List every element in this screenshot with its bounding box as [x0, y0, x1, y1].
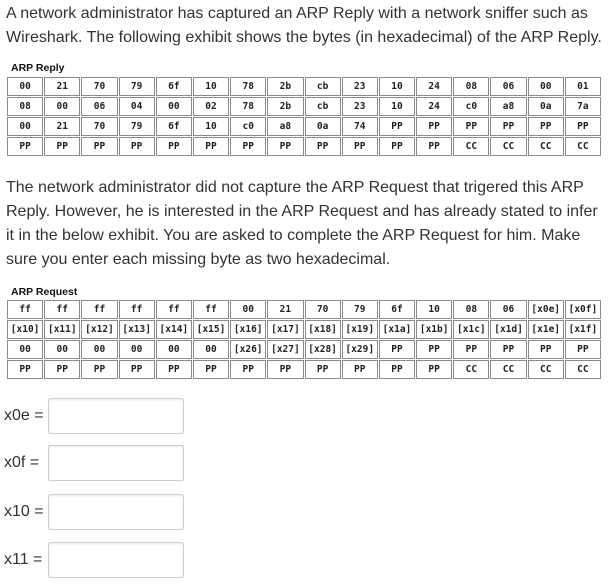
hex-byte-cell: 02 — [193, 97, 229, 116]
hex-byte-cell: CC — [528, 360, 564, 379]
question-middle-text: The network administrator did not capture the ARP Request that trigered this ARP Reply. However, he is interested in the ARP Request and has already stated to infer it in the below exhibit. You are asked to complete the ARP Request for him. Make sure you enter each missing byte as two hexadecimal. — [6, 179, 598, 268]
hex-byte-cell: 21 — [267, 300, 303, 319]
answer-input[interactable] — [48, 542, 184, 578]
hex-byte-cell: [x16] — [230, 320, 266, 339]
hex-byte-cell: ff — [7, 300, 43, 319]
hex-byte-cell: PP — [119, 360, 155, 379]
hex-byte-cell: 74 — [342, 117, 378, 136]
answer-label: x10 = — [4, 503, 44, 520]
hex-row — [7, 360, 601, 379]
hex-byte-cell: PP — [230, 360, 266, 379]
hex-byte-cell: cb — [305, 97, 341, 116]
hex-byte-cell: [x0f] — [565, 300, 601, 319]
hex-byte-cell: 08 — [7, 97, 43, 116]
hex-byte-cell: [x1e] — [528, 320, 564, 339]
hex-row — [7, 97, 601, 116]
hex-byte-cell: 24 — [416, 77, 452, 96]
hex-byte-cell: 01 — [565, 77, 601, 96]
hex-byte-cell: PP — [490, 340, 526, 359]
answer-input[interactable] — [48, 494, 184, 530]
hex-byte-cell: [x17] — [267, 320, 303, 339]
hex-byte-cell: [x26] — [230, 340, 266, 359]
hex-byte-cell: 00 — [7, 77, 43, 96]
hex-byte-cell: 78 — [230, 97, 266, 116]
answer-input[interactable] — [48, 398, 184, 434]
hex-byte-cell: 00 — [44, 340, 80, 359]
hex-byte-cell: PP — [7, 137, 43, 156]
hex-byte-cell: PP — [230, 137, 266, 156]
hex-byte-cell: [x19] — [342, 320, 378, 339]
hex-byte-cell: 10 — [379, 97, 415, 116]
hex-byte-cell: PP — [379, 360, 415, 379]
hex-byte-cell: PP — [416, 360, 452, 379]
hex-byte-cell: ff — [156, 300, 192, 319]
hex-byte-cell: [x1b] — [416, 320, 452, 339]
hex-byte-cell: [x1c] — [453, 320, 489, 339]
hex-byte-cell: 23 — [342, 77, 378, 96]
hex-byte-cell: PP — [267, 137, 303, 156]
hex-byte-cell: PP — [193, 360, 229, 379]
answer-label: x0e = — [4, 407, 44, 424]
hex-byte-cell: 00 — [7, 117, 43, 136]
hex-byte-cell: cb — [305, 77, 341, 96]
hex-byte-cell: PP — [379, 117, 415, 136]
hex-row — [7, 300, 601, 319]
hex-byte-cell: 10 — [193, 117, 229, 136]
hex-byte-cell: PP — [453, 340, 489, 359]
hex-byte-cell: 0a — [528, 97, 564, 116]
hex-byte-cell: 04 — [119, 97, 155, 116]
hex-row — [7, 320, 601, 339]
hex-byte-cell: 00 — [156, 340, 192, 359]
arp-request-title: ARP Request — [11, 286, 78, 298]
hex-byte-cell: 70 — [305, 300, 341, 319]
hex-byte-cell: PP — [416, 137, 452, 156]
hex-byte-cell: ff — [193, 300, 229, 319]
hex-byte-cell: 2b — [267, 77, 303, 96]
hex-byte-cell: 79 — [119, 117, 155, 136]
hex-byte-cell: [x12] — [81, 320, 117, 339]
hex-byte-cell: PP — [379, 137, 415, 156]
hex-byte-cell: 24 — [416, 97, 452, 116]
answer-label: x11 = — [4, 551, 43, 568]
hex-byte-cell: [x27] — [267, 340, 303, 359]
hex-byte-cell: PP — [342, 360, 378, 379]
hex-byte-cell: PP — [565, 340, 601, 359]
hex-byte-cell: [x11] — [44, 320, 80, 339]
hex-byte-cell: 21 — [44, 117, 80, 136]
hex-row — [7, 117, 601, 136]
hex-byte-cell: 0a — [305, 117, 341, 136]
hex-byte-cell: PP — [193, 137, 229, 156]
hex-byte-cell: ff — [81, 300, 117, 319]
hex-byte-cell: PP — [416, 340, 452, 359]
hex-byte-cell: [x28] — [305, 340, 341, 359]
hex-byte-cell: 00 — [230, 300, 266, 319]
hex-byte-cell: PP — [342, 137, 378, 156]
hex-row — [7, 137, 601, 156]
hex-byte-cell: 06 — [490, 77, 526, 96]
hex-byte-cell: [x14] — [156, 320, 192, 339]
hex-byte-cell: 2b — [267, 97, 303, 116]
hex-byte-cell: PP — [453, 117, 489, 136]
hex-byte-cell: 10 — [379, 77, 415, 96]
hex-byte-cell: PP — [528, 340, 564, 359]
hex-byte-cell: 00 — [44, 97, 80, 116]
hex-byte-cell: CC — [490, 360, 526, 379]
hex-byte-cell: PP — [7, 360, 43, 379]
hex-byte-cell: 21 — [44, 77, 80, 96]
hex-byte-cell: PP — [490, 117, 526, 136]
hex-byte-cell: CC — [490, 137, 526, 156]
hex-byte-cell: PP — [565, 117, 601, 136]
arp-reply-title: ARP Reply — [11, 62, 65, 74]
hex-byte-cell: 6f — [156, 117, 192, 136]
hex-row — [7, 340, 601, 359]
hex-byte-cell: ff — [119, 300, 155, 319]
hex-byte-cell: PP — [44, 137, 80, 156]
hex-byte-cell: 79 — [119, 77, 155, 96]
hex-byte-cell: [x0e] — [528, 300, 564, 319]
hex-byte-cell: 10 — [416, 300, 452, 319]
hex-byte-cell: 7a — [565, 97, 601, 116]
hex-byte-cell: PP — [305, 360, 341, 379]
arp-reply-table — [6, 76, 602, 157]
hex-byte-cell: CC — [528, 137, 564, 156]
hex-byte-cell: 00 — [81, 340, 117, 359]
arp-request-table — [6, 299, 602, 380]
hex-byte-cell: 78 — [230, 77, 266, 96]
hex-byte-cell: 00 — [119, 340, 155, 359]
hex-byte-cell: PP — [44, 360, 80, 379]
question-intro-text: A network administrator has captured an ARP Reply with a network sniffer such as Wireshark. The following exhibit shows the bytes (in hexadecimal) of the ARP Reply. — [6, 5, 602, 46]
hex-byte-cell: 00 — [7, 340, 43, 359]
hex-byte-cell: 00 — [156, 97, 192, 116]
hex-byte-cell: PP — [81, 137, 117, 156]
hex-byte-cell: a8 — [267, 117, 303, 136]
answer-label: x0f = — [4, 454, 40, 471]
hex-byte-cell: 08 — [453, 300, 489, 319]
hex-byte-cell: [x15] — [193, 320, 229, 339]
hex-byte-cell: 00 — [193, 340, 229, 359]
hex-byte-cell: PP — [379, 340, 415, 359]
hex-byte-cell: 06 — [490, 300, 526, 319]
hex-byte-cell: 23 — [342, 97, 378, 116]
hex-byte-cell: a8 — [490, 97, 526, 116]
hex-byte-cell: [x13] — [119, 320, 155, 339]
hex-byte-cell: PP — [416, 117, 452, 136]
hex-byte-cell: CC — [565, 360, 601, 379]
hex-byte-cell: 6f — [379, 300, 415, 319]
hex-byte-cell: 06 — [81, 97, 117, 116]
hex-byte-cell: PP — [305, 137, 341, 156]
hex-byte-cell: PP — [81, 360, 117, 379]
answer-input[interactable] — [48, 445, 184, 481]
hex-byte-cell: [x10] — [7, 320, 43, 339]
hex-byte-cell: 6f — [156, 77, 192, 96]
hex-byte-cell: [x29] — [342, 340, 378, 359]
hex-byte-cell: [x18] — [305, 320, 341, 339]
hex-byte-cell: c0 — [230, 117, 266, 136]
hex-byte-cell: 70 — [81, 77, 117, 96]
hex-row — [7, 77, 601, 96]
hex-byte-cell: c0 — [453, 97, 489, 116]
hex-byte-cell: PP — [528, 117, 564, 136]
hex-byte-cell: PP — [156, 137, 192, 156]
hex-byte-cell: ff — [44, 300, 80, 319]
hex-byte-cell: CC — [565, 137, 601, 156]
hex-byte-cell: [x1f] — [565, 320, 601, 339]
hex-byte-cell: CC — [453, 360, 489, 379]
hex-byte-cell: [x1d] — [490, 320, 526, 339]
hex-byte-cell: PP — [156, 360, 192, 379]
hex-byte-cell: PP — [267, 360, 303, 379]
hex-byte-cell: 08 — [453, 77, 489, 96]
hex-byte-cell: 70 — [81, 117, 117, 136]
hex-byte-cell: 10 — [193, 77, 229, 96]
hex-byte-cell: 00 — [528, 77, 564, 96]
hex-byte-cell: [x1a] — [379, 320, 415, 339]
hex-byte-cell: CC — [453, 137, 489, 156]
hex-byte-cell: PP — [119, 137, 155, 156]
hex-byte-cell: 79 — [342, 300, 378, 319]
